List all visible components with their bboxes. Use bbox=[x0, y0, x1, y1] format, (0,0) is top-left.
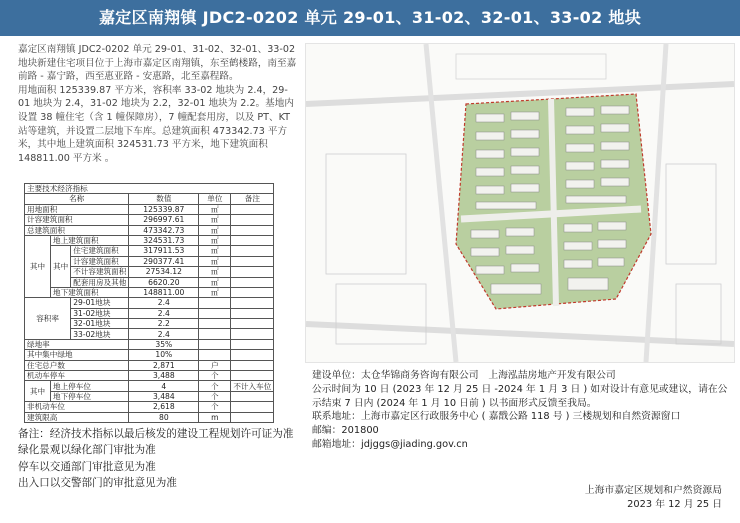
row-note bbox=[231, 350, 274, 360]
row-note bbox=[231, 215, 274, 225]
table-row bbox=[25, 402, 274, 412]
row-unit: ㎡ bbox=[199, 267, 231, 277]
row-note bbox=[231, 267, 274, 277]
header-value: 数值 bbox=[129, 194, 199, 204]
row-value: 3,484 bbox=[129, 391, 199, 401]
row-label: 建筑限高 bbox=[25, 412, 129, 422]
row-value: 35% bbox=[129, 339, 199, 349]
row-note bbox=[231, 256, 274, 266]
row-value: 2.4 bbox=[129, 329, 199, 339]
row-label: 地下建筑面积 bbox=[51, 287, 129, 297]
row-unit: ㎡ bbox=[199, 246, 231, 256]
remark-line: 出入口以交警部门的审批意见为准 bbox=[18, 477, 177, 490]
row-unit bbox=[199, 339, 231, 349]
group-label-qizhong-sub: 其中 bbox=[51, 246, 71, 288]
table-row bbox=[25, 204, 274, 214]
issuer-org: 上海市嘉定区规划和户然资源局 bbox=[584, 485, 722, 496]
row-value: 10% bbox=[129, 350, 199, 360]
row-label: 机动车停车 bbox=[25, 371, 129, 381]
table-row bbox=[25, 381, 274, 391]
row-value: 148811.00 bbox=[129, 287, 199, 297]
table-row bbox=[25, 350, 274, 360]
row-label: 地下停车位 bbox=[51, 391, 129, 401]
row-note bbox=[231, 308, 274, 318]
row-unit: 个 bbox=[199, 402, 231, 412]
description-paragraph-2: 用地面积 125339.87 平方米，容积率 33-02 地块为 2.4，29-01 地块为 2.4，31-02 地块为 2.2，32-01 地块为 2.2。基地内设置 38 幢住宅（含 1 幢保障房），7 幢配套用房，以及 PT、KT 站等建筑，并设置二层地下车库。总建筑面积 473342.73 平方米，其中地上建筑面积 324531.73 平方米，地下建筑面积 148811.00 平方米 。 bbox=[18, 84, 294, 164]
row-value: 2.4 bbox=[129, 298, 199, 308]
issuer-footer bbox=[585, 484, 722, 512]
row-value: 290377.41 bbox=[129, 256, 199, 266]
project-description bbox=[18, 43, 298, 165]
row-label: 31-02地块 bbox=[71, 308, 129, 318]
site-plan-image bbox=[305, 43, 735, 363]
row-value: 27534.12 bbox=[129, 267, 199, 277]
row-label: 配套用房及其他 bbox=[71, 277, 129, 287]
table-caption: 主要技术经济指标 bbox=[25, 184, 274, 194]
row-value: 80 bbox=[129, 412, 199, 422]
row-unit: 个 bbox=[199, 381, 231, 391]
page-title: 嘉定区南翔镇 JDC2-0202 单元 29-01、31-02、32-01、33-02 地块 bbox=[0, 0, 740, 36]
row-unit: ㎡ bbox=[199, 256, 231, 266]
row-note bbox=[231, 319, 274, 329]
table-row bbox=[25, 235, 274, 245]
group-label-parking: 其中 bbox=[25, 381, 51, 402]
header-note: 备注 bbox=[231, 194, 274, 204]
row-unit: 个 bbox=[199, 391, 231, 401]
description-paragraph-1: 嘉定区南翔镇 JDC2-0202 单元 29-01、31-02、32-01、33-02 地块新建住宅项目位于上海市嘉定区南翔镇，东至鹤楼路，南至嘉前路 - 嘉宁路，西至惠亚路 - 安惠路，北至嘉程路。 bbox=[18, 44, 297, 83]
table-row bbox=[25, 287, 274, 297]
publicity-period: 公示时间为 10 日 (2023 年 12 月 25 日 -2024 年 1 月 3 日 ) 如对设计有意见或建议，请在公示结束 7 日内 (2024 年 1 月 10 日前 ) 以书面形式反馈至我局。 bbox=[312, 383, 728, 409]
email-address: 邮箱地址：jdjggs@jiading.gov.cn bbox=[312, 438, 468, 450]
table-row bbox=[25, 215, 274, 225]
row-note bbox=[231, 277, 274, 287]
row-note bbox=[231, 391, 274, 401]
contact-address: 联系地址：上海市嘉定区行政服务中心 ( 嘉戬公路 118 号 ) 三楼规划和自然资源窗口 bbox=[312, 411, 681, 423]
row-label: 用地面积 bbox=[25, 204, 129, 214]
table-caption-row bbox=[25, 184, 274, 194]
row-label: 总建筑面积 bbox=[25, 225, 129, 235]
row-unit: ㎡ bbox=[199, 204, 231, 214]
row-value: 2.2 bbox=[129, 319, 199, 329]
row-note: 不计入车位 bbox=[231, 381, 274, 391]
row-label: 绿地率 bbox=[25, 339, 129, 349]
row-value: 2,871 bbox=[129, 360, 199, 370]
row-label: 计容建筑面积 bbox=[71, 256, 129, 266]
remarks bbox=[18, 426, 308, 492]
technical-indicators-table bbox=[24, 183, 274, 423]
row-value: 3,488 bbox=[129, 371, 199, 381]
row-unit: 个 bbox=[199, 371, 231, 381]
row-note bbox=[231, 298, 274, 308]
row-value: 2.4 bbox=[129, 308, 199, 318]
group-label-far: 容积率 bbox=[25, 298, 71, 340]
row-value: 125339.87 bbox=[129, 204, 199, 214]
row-note bbox=[231, 339, 274, 349]
row-value: 473342.73 bbox=[129, 225, 199, 235]
row-note bbox=[231, 225, 274, 235]
row-unit: m bbox=[199, 412, 231, 422]
table-row bbox=[25, 412, 274, 422]
row-note bbox=[231, 246, 274, 256]
publicity-info bbox=[312, 369, 732, 452]
table-row bbox=[25, 360, 274, 370]
table-row bbox=[25, 298, 274, 308]
row-unit: 户 bbox=[199, 360, 231, 370]
table-row bbox=[25, 339, 274, 349]
table-row bbox=[25, 371, 274, 381]
row-unit: ㎡ bbox=[199, 277, 231, 287]
table-header-row bbox=[25, 194, 274, 204]
table-row bbox=[25, 225, 274, 235]
row-value: 2,618 bbox=[129, 402, 199, 412]
row-note bbox=[231, 204, 274, 214]
remark-line: 绿化景观以绿化部门审批为准 bbox=[18, 444, 156, 457]
remark-line: 停车以交通部门审批意见为准 bbox=[18, 460, 156, 473]
row-note bbox=[231, 287, 274, 297]
row-note bbox=[231, 235, 274, 245]
row-label: 32-01地块 bbox=[71, 319, 129, 329]
row-unit bbox=[199, 329, 231, 339]
postcode: 邮编：201800 bbox=[312, 425, 379, 437]
row-note bbox=[231, 360, 274, 370]
header-name: 名称 bbox=[25, 194, 129, 204]
row-value: 317911.53 bbox=[129, 246, 199, 256]
row-value: 4 bbox=[129, 381, 199, 391]
builder-line: 建设单位：太仓华锦商务咨询有限公司 上海泓喆房地产开发有限公司 bbox=[312, 370, 616, 381]
row-value: 6620.20 bbox=[129, 277, 199, 287]
group-label-qizhong: 其中 bbox=[25, 235, 51, 297]
remark-line: 备注：经济技术指标以最后核发的建设工程规划许可证为准 bbox=[18, 428, 294, 440]
row-unit: ㎡ bbox=[199, 287, 231, 297]
table-row bbox=[25, 391, 274, 401]
row-unit: ㎡ bbox=[199, 215, 231, 225]
row-label: 29-01地块 bbox=[71, 298, 129, 308]
row-label: 非机动车位 bbox=[25, 402, 129, 412]
row-value: 324531.73 bbox=[129, 235, 199, 245]
issue-date: 2023 年 12 月 25 日 bbox=[627, 499, 722, 510]
row-label: 计容建筑面积 bbox=[25, 215, 129, 225]
row-unit: ㎡ bbox=[199, 235, 231, 245]
row-label: 不计容建筑面积 bbox=[71, 267, 129, 277]
row-note bbox=[231, 412, 274, 422]
row-unit: ㎡ bbox=[199, 225, 231, 235]
site-plan-drawing bbox=[306, 44, 734, 362]
row-label: 33-02地块 bbox=[71, 329, 129, 339]
row-label: 地上建筑面积 bbox=[51, 235, 129, 245]
row-unit bbox=[199, 319, 231, 329]
row-note bbox=[231, 402, 274, 412]
row-unit bbox=[199, 308, 231, 318]
header-unit: 单位 bbox=[199, 194, 231, 204]
row-label: 住宅总户数 bbox=[25, 360, 129, 370]
row-note bbox=[231, 371, 274, 381]
row-note bbox=[231, 329, 274, 339]
row-label: 地上停车位 bbox=[51, 381, 129, 391]
row-label: 其中集中绿地 bbox=[25, 350, 129, 360]
row-label: 住宅建筑面积 bbox=[71, 246, 129, 256]
row-unit bbox=[199, 350, 231, 360]
table-row bbox=[25, 246, 274, 256]
row-unit bbox=[199, 298, 231, 308]
row-value: 296997.61 bbox=[129, 215, 199, 225]
